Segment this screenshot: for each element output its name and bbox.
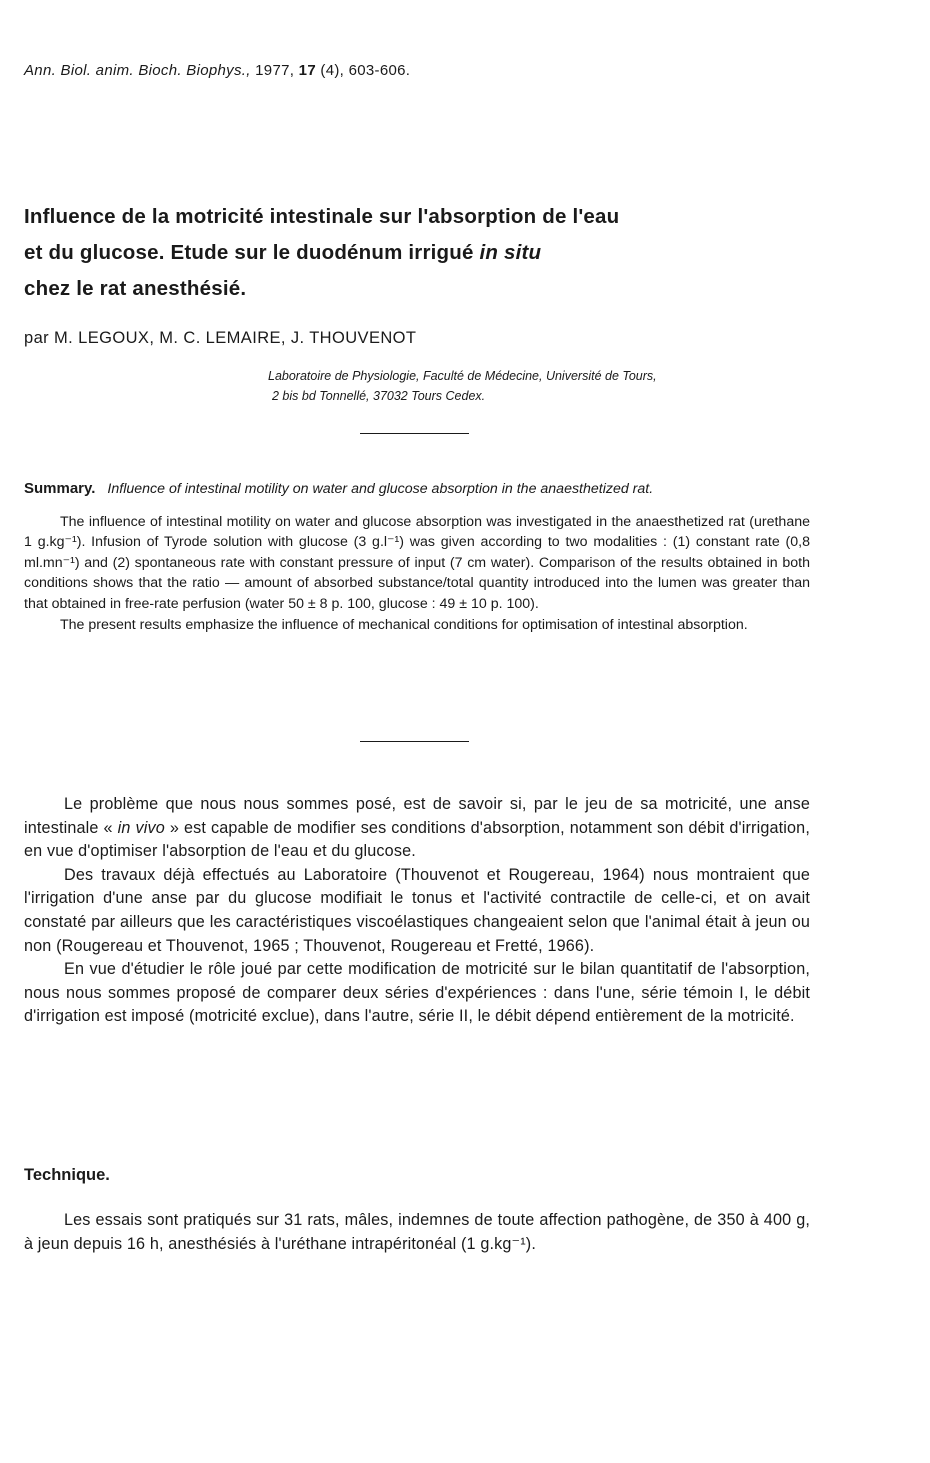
affiliation-line-2: 2 bis bd Tonnellé, 37032 Tours Cedex. bbox=[272, 389, 486, 403]
technique-heading: Technique. bbox=[24, 1166, 110, 1184]
separator-rule-bottom bbox=[360, 741, 469, 742]
intro-paragraph-1 bbox=[24, 793, 810, 864]
summary-title: Influence of intestinal motility on water and glucose absorption in the anaesthetized rat. bbox=[107, 481, 654, 497]
title-line-2-italic: in situ bbox=[479, 241, 542, 264]
summary-heading bbox=[24, 479, 810, 500]
title-line-2-text: et du glucose. Etude sur le duodénum irrigué bbox=[24, 241, 480, 264]
summary-label: Summary. bbox=[24, 480, 96, 497]
technique-section bbox=[24, 1209, 810, 1256]
journal-name: Ann. Biol. anim. Bioch. Biophys., bbox=[24, 62, 251, 79]
title-line-3: chez le rat anesthésié. bbox=[24, 277, 247, 300]
summary-paragraph-2: The present results emphasize the influence of mechanical conditions for optimisation of intestinal absorption. bbox=[60, 616, 748, 633]
affiliation bbox=[268, 366, 657, 406]
summary-paragraph-1: The influence of intestinal motility on water and glucose absorption was investigated in the anaesthetized rat (urethane 1 g.kg⁻¹). Infusion of Tyrode solution with glucose (3 g.l⁻¹) was given according to two modalities : (1) constant rate (0,8 ml.mn⁻¹) and (2) spontaneous rate with constant pressure of input (7 cm water). Comparison of the results obtained in both conditions shows that the ratio — amount of absorbed substance/total quantity introduced into the lumen was greater than that obtained in free-rate perfusion (water 50 ± 8 p. 100, glucose : 49 ± 10 p. 100). bbox=[24, 513, 810, 612]
technique-paragraph-1: Les essais sont pratiqués sur 31 rats, mâles, indemnes de toute affection pathogène, de 350 à 400 g, à jeun depuis 16 h, anesthésiés à l'uréthane intrapéritonéal (1 g.kg⁻¹). bbox=[24, 1211, 810, 1253]
affiliation-line-1: Laboratoire de Physiologie, Faculté de Médecine, Université de Tours, bbox=[268, 369, 657, 383]
journal-reference bbox=[24, 62, 410, 79]
authors-line: par M. LEGOUX, M. C. LEMAIRE, J. THOUVENOT bbox=[24, 329, 417, 347]
title-line-1: Influence de la motricité intestinale sur l'absorption de l'eau bbox=[24, 205, 620, 228]
intro-paragraph-3: En vue d'étudier le rôle joué par cette modification de motricité sur le bilan quantitatif de l'absorption, nous nous sommes proposé de comparer deux séries d'expériences : dans l'une, série témoin I, le débit d'irrigation est imposé (motricité exclue), dans l'autre, série II, le débit dépend entièrement de la motricité. bbox=[24, 960, 810, 1026]
introduction-text bbox=[24, 793, 810, 1029]
journal-pages: (4), 603-606. bbox=[315, 62, 411, 79]
article-title bbox=[24, 199, 824, 307]
intro-paragraph-2: Des travaux déjà effectués au Laboratoire (Thouvenot et Rougereau, 1964) nous montraient que l'irrigation d'une anse par du glucose modifiait le tonus et l'activité contractile de celle-ci, et on avait constaté par ailleurs que les caractéristiques viscoélastiques changeaient selon que l'animal était à jeun ou non (Rougereau et Thouvenot, 1965 ; Thouvenot, Rougereau et Fretté, 1966). bbox=[24, 865, 810, 955]
separator-rule-top bbox=[360, 433, 469, 434]
intro-p1-part1: Le problème que nous nous sommes posé, est de savoir si, par le jeu de sa motricité, une anse intestinale « bbox=[24, 795, 810, 837]
intro-p1-italic: in vivo bbox=[117, 818, 165, 837]
journal-volume: 17 bbox=[298, 62, 316, 79]
intro-p1-part2: » est capable de modifier ses conditions d'absorption, notamment son débit d'irrigation, en vue d'optimiser l'absorption de l'eau et du glucose. bbox=[24, 818, 810, 861]
title-line-2 bbox=[24, 235, 824, 271]
summary-section bbox=[24, 479, 810, 635]
journal-year: 1977, bbox=[250, 62, 299, 79]
